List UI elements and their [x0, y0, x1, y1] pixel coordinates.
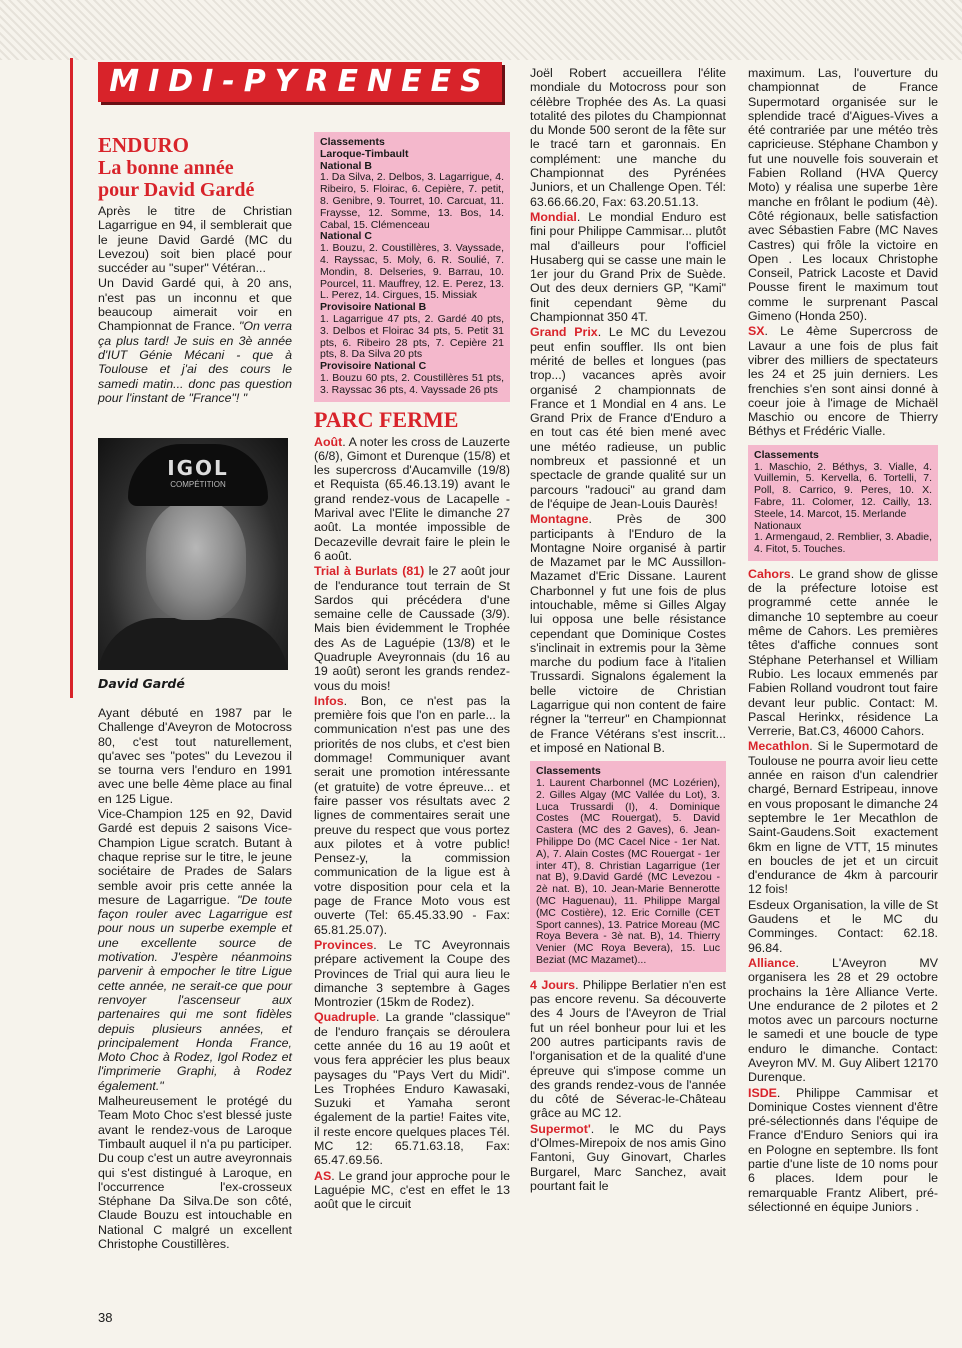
paragraph: Ayant débuté en 1987 par le Challenge d'Aveyron de Motocross 80, c'est tout naturellement, qu'avec ses "potes" du Levezou il se tourna vers l'enduro en 1991 avec une belle 4ème place au final en 125 Ligue.: [98, 706, 292, 806]
text: . le MC du Pays d'Olmes-Mirepoix de nos amis Gino Fantoni, Guy Ginovart, Charles Burgarel, Marc Sanchez, avait pourtant fait le: [530, 1121, 726, 1193]
box-title: Classements: [754, 448, 819, 461]
article-title: [98, 157, 292, 201]
paragraph: [748, 1086, 938, 1215]
article-kicker: ENDURO: [98, 133, 190, 157]
paragraph: [530, 1122, 726, 1193]
photo-shirt: [98, 618, 288, 670]
paragraph: [748, 956, 938, 1085]
box-text: 1. Armengaud, 2. Remblier, 3. Abadie, 4. Fitot, 5. Touches.: [754, 531, 932, 556]
text: . Le 4ème Supercross de Lavaur a une fois de plus fait vibrer des milliers de spectateurs les 24 et 25 juin derniers. Les frenchies s'en sont ainsi donné à coeur joie à l'image de Michaël Maschio ou encore de Thierry Béthys et Frédéric Vialle.: [748, 324, 938, 439]
lead-word: Grand Prix: [530, 325, 598, 340]
text: . Près de 300 participants à l'Enduro de la Montagne Noire organisé à partir de Mazamet par le MC Aussillon-Mazamet d'Eric Dissane. Laurent Charbonnel y fut une fois de plus intouchable, même si Gilles Algay lui opposa une belle résistance cependant que Dominique Costes s'inclinait in extremis pour la 3ème marche du podium face à l'italien Trussardi. Signalons également la belle victoire de Christian Lagarrigue qui non content de faire régner la "terreur" en Championnat de France Vétérans s'est inscrit... et imposé en National B.: [530, 512, 726, 755]
cap-logo: IGOL: [167, 456, 229, 480]
text: le 27 août jour de l'endurance tout terrain de St Sardos qui précédera d'une semaine celle de Caussade (3/9). Mais bien évidemment le Trophée des As de Laguépie (13/8) et le Quadruple Aveyronnais (du 16 au 19 août) seront les grands rendez-vous du mois!: [314, 564, 510, 693]
lead-word: AS: [314, 1168, 332, 1183]
text: . A noter les cross de Lauzerte (6/8), Gimont et Durenque (15/8) et les supercross d'Aucamville (19/8) et Requista (65.46.13.19) avant le grand rendez-vous de Lacapelle -Marival avec l'Elite le dimanche 27 août. La montée impossible de Decazeville devrait faire le plein le 6 août.: [314, 434, 510, 563]
text: . Si le Supermotard de Toulouse ne pourra avoir lieu cette année en raison d'un calendrier chargé, Bernard Estripeau, innove en vous proposant le dimanche 24 septembre le 1er Mecathlon de Saint-Gaudens.Soit exactement 6km en ligne de VTT, 15 minutes en boucles de jet et un circuit d'endurance de 4km à parcourir 12 fois!: [748, 739, 938, 897]
lead-word: Cahors: [748, 566, 791, 581]
paragraph: Malheureusement le protégé du Team Moto Choc s'est blessé juste avant le rendez-vous de Laroque Timbault auquel il n'a pu participer. Du coup c'est un autre aveyronnais qui s'est distingué à Laroque, en l'occurrence l'ex-crosseux Stéphane Da Silva.De son côté, Claude Bouzu est intouchable en National C malgré un excellent Christophe Coustillères.: [98, 1094, 292, 1251]
lead-word: Provinces: [314, 937, 374, 952]
column-1-continued: [98, 706, 292, 1252]
results-box-laroque: [314, 132, 510, 402]
text: . Bon, ce n'est pas la première fois que l'on en parle... la communication n'est pas une des priorités de nos clubs, et c'est bien dommage! Communiquer avant serait une promotion intéressante (et gratuite) de votre épreuve... et faire passer vos résultats avec 2 lignes de commentaires serait une preuve du respect que vous portez aux pilotes et à votre public! Pensez-y, la commission communication de la ligue est à votre disposition pour cela et la page de France Moto vous est ouverte (Tel: 65.45.33.90 - Fax: 65.81.25.07).: [314, 693, 510, 937]
text: . La grande "classique" de l'enduro français se déroulera cette année du 16 au 19 août et vous fera apprécier les plus beaux paysages du "Pays Vert du Midi". Les Trophées Enduro Kawasaki, Suzuki et Yamaha seront également de la partie! Faites vite, il reste encore quelques places Tél. MC 12: 65.71.63.18, Fax: 65.47.69.56.: [314, 1010, 510, 1168]
paragraph: [314, 435, 510, 564]
results-box-montagne: [530, 761, 726, 972]
box-text: 1. Da Silva, 2. Delbos, 3. Lagarrigue, 4. Ribeiro, 5. Floirac, 6. Cepière, 7. petit, 8. Genibre, 9. Tourret, 10. Carcuat, 11. Fraysse, 12. Somme, 13. Bos, 14. Cabal, 15. Clémenceau: [320, 171, 504, 231]
lead-word: 4 Jours: [530, 977, 576, 992]
paragraph: maximum. Las, l'ouverture du championnat de France Supermotard organisée sur le splendide tracé d'Aigues-Vives a été contrariée par une météo très capricieuse. Stéphane Chambon y fut une nouvelle fois souverain et Fabien Rolland (HVA Quercy Moto) y réalisa une superbe 1ère manche en frôlant le podium (4è). Côté régionaux, belle satisfaction avec Sébastien Fabre (MC Naves Castres) qui frôle la victoire en Open . Les locaux Christophe Conseil, Patrick Lacoste et David Pousse firent le maximum tout comme le surprenant Pascal Gimeno (Honda 250).: [748, 66, 938, 324]
red-rule: [70, 58, 73, 698]
text: . Le TC Aveyronnais prépare activement la Coupe des Provinces de Trial qui aura lieu le dimanche 3 septembre à Gages Montrozier (15km de Rodez).: [314, 937, 510, 1010]
lead-word: Mecathlon: [748, 739, 810, 754]
paragraph: [530, 210, 726, 324]
column-3: [530, 66, 726, 1194]
lead-word: Quadruple: [314, 1010, 376, 1025]
paragraph: [98, 276, 292, 405]
article-title-line1: La bonne année: [98, 157, 234, 179]
paragraph: [314, 1169, 510, 1212]
paragraph: [314, 694, 510, 937]
article-title-line2: pour David Gardé: [98, 179, 255, 201]
quote: "De toute façon rouler avec Lagarrigue est pour nous un superbe exemple et une excellente source de motivation. J'espère néanmoins parvenir à empocher le titre Ligue cette année, ne serait-ce que pour renvoyer l'ascenseur aux partenaires qui me sont fidèles depuis plusieurs années, et principalement Honda France, Moto Choc à Rodez, Igol Rodez et l'imprimerie Graphi, à Rodez également.": [98, 892, 292, 1093]
paragraph: [748, 739, 938, 896]
text: . Le grand show de glisse de la préfecture lotoise est programmé cette année le dimanche 10 septembre au coeur même de Cahors. Les premières têtes d'affiche connues sont Stéphane Peterhansel et William Rubio. Les locaux emmenés par Fabien Rolland voudront tout faire devant leur public. Contact: M. Pascal Herinkx, résidence La Verrerie, Bat.C3, 46000 Cahors.: [748, 566, 938, 739]
text: Vice-Champion 125 en 92, David Gardé est depuis 2 saisons Vice-Champion Ligue scratch. Butant à chaque reprise sur le titre, le jeune sociétaire de Prades de Salars semble avoir pris cette année la mesure de Lagarrigue.: [98, 807, 292, 907]
paragraph: [748, 567, 938, 739]
box-text: 1. Laurent Charbonnel (MC Lozérien), 2. Gilles Algay (MC Vallée du Lot), 3. Luca Trussardi (I), 4. Dominique Costes (MC Rouergat), 5. David Castera (MC des 2 Gaves), 6. Jean-Philippe Do (MC Cacel Nice - 1er Nat. A), 7. Alain Costes (MC Rouergat - 1er inter 4T), 8. Christian Lagarrigue (1er nat B), 9.David Gardé (MC Levezou - 2è nat. B), 10. Jean-Marie Bennerotte (MC Haguenau), 11. Philippe Margal (MC Costière), 12. Eric Cornille (CET Sport cannes), 13. Patrice Moreau (MC Roya Bevera - 3è nat. B), 14. Thierry Venier (MC Roya Bevera), 15. Luc Beziat (MC Mazamet)...: [536, 777, 720, 966]
box-text: 1. Bouzu, 2. Coustillères, 3. Vayssade, 4. Rayssac, 5. Moly, 6. R. Soulié, 7. Mondin, 8. Delseries, 9. Barrau, 10. Pourcel, 11. Mauffrey, 12. E. Perez, 13. L. Perez, 14. Cirgues, 15. Missiak: [320, 242, 504, 302]
text: . Le grand jour approche pour le Laguépie MC, c'est en effet le 13 août que le circuit: [314, 1168, 510, 1212]
text: . Le MC du Levezou peut enfin souffler. Ils ont bien mérité de belles et longues (pas trop...) vacances après avoir organisé 2 championnats de France et 1 Mondial en 4 ans. Le Grand Prix de France d'Enduro a en tout cas été bien mené avec une météo radieuse, un public nombreux et passionné et un spectacle de grande qualité sur un parcours "radouci" au grand dam de l'équipe de Jean-Louis Daurès!: [530, 325, 726, 511]
lead-word: Infos: [314, 693, 344, 708]
paragraph: [314, 1010, 510, 1167]
box-title: Classements: [536, 765, 601, 778]
paragraph: [98, 807, 292, 1093]
box-heading: National B: [320, 159, 372, 172]
page-number: 38: [98, 1310, 113, 1325]
parc-ferme-title: PARC FERME: [314, 406, 459, 432]
text: Un David Gardé qui, à 20 ans, n'est pas un inconnu et que beaucoup aimerait voir en Championnat de France.: [98, 276, 292, 334]
box-heading: National C: [320, 230, 372, 243]
text: . Philippe Cammisar et Dominique Costes viennent d'être pré-sélectionnés dans l'équipe de France d'Enduro Seniors qui ira en Pologne en septembre. Ils font partie d'une liste de 10 noms pour 6 places. Idem pour le remarquable Frantz Alibert, pré-sélectionné en équipe Juniors .: [748, 1085, 938, 1214]
text: . Le mondial Enduro est fini pour Philippe Cammisar... plutôt mal d'ailleurs pour l'officiel Husaberg qui se casse une main le 1er jour du Grand Prix de Suède. Out des deux derniers GP, "Kami" finit cependant 9ème du Championnat 350 4T.: [530, 209, 726, 325]
box-heading: Provisoire National B: [320, 301, 427, 314]
column-2: [314, 132, 510, 1213]
lead-word: Montagne: [530, 512, 589, 527]
lead-word: Alliance: [748, 955, 796, 970]
lead-word: Août: [314, 434, 343, 449]
box-text: 1. Maschio, 2. Béthys, 3. Vialle, 4. Vuillemin, 5. Kervella, 6. Tortelli, 7. Poll, 8. Carrico, 9. Peres, 10. X. Fabre, 11. Colomer, 12. Cailly, 13. Steele, 14. Marcot, 15. Merlande: [754, 460, 932, 520]
text: . L'Aveyron MV organisera les 28 et 29 octobre prochains la 1ère Alliance Verte. Une endurance de 2 pilotes et 2 motos avec un parcours nocturne le samedi et une boucle de type enduro le dimanche. Contact: Aveyron MV. M. Guy Alibert 12170 Durenque.: [748, 955, 938, 1085]
paragraph: Esdeux Organisation, la ville de St Gaudens et le MC du Comminges. Contact: 62.18. 96.84.: [748, 897, 938, 955]
lead-word: Supermot': [530, 1121, 591, 1136]
lead-word: Mondial: [530, 209, 577, 224]
paragraph: [530, 978, 726, 1121]
photo-face: [146, 500, 246, 620]
quote: "On verra ça plus tard! Je suis en 3è année d'IUT Génie Mécani - que à Toulouse et j'ai des cours le samedi matin... donc pas question pour l'instant de "France"! ": [98, 319, 292, 405]
box-heading: Provisoire National C: [320, 360, 427, 373]
paragraph: Joël Robert accueillera l'élite mondiale du Motocross pour son célèbre Trophée des As. La quasi totalité des pilotes du Championnat du Monde 500 seront de la fête sur le tracé tarn et garonnais. En complément: une manche du Championnat des Pyrénées Juniors, et un Challenge Open. Tél: 63.66.66.20, Fax: 63.20.51.13.: [530, 66, 726, 209]
page-texture: [0, 0, 962, 60]
box-subtitle: Nationaux: [754, 519, 802, 532]
portrait-photo: [98, 438, 288, 670]
photo-caption: David Gardé: [98, 676, 185, 691]
column-4: [748, 66, 938, 1215]
cap-logo-sub: COMPÉTITION: [170, 480, 226, 489]
box-text: 1. Bouzu 60 pts, 2. Coustillères 51 pts, 3. Rayssac 36 pts, 4. Vayssade 26 pts: [320, 371, 504, 396]
paragraph: [530, 512, 726, 755]
box-text: 1. Lagarrigue 47 pts, 2. Gardé 40 pts, 3. Delbos et Floirac 34 pts, 5. Petit 31 pts, 6. Ribeiro 28 pts, 7. Cepière 21 pts, 8. Da Silva 20 pts: [320, 312, 504, 361]
paragraph: Après le titre de Christian Lagarrigue en 94, il semblerait que le jeune David Gardé (MC du Levezou) soit bien placé pour succéder au "super" Vétéran...: [98, 204, 292, 276]
lead-word: SX: [748, 324, 765, 339]
lead-word: ISDE: [748, 1085, 777, 1100]
paragraph: [530, 325, 726, 511]
column-1: [98, 134, 292, 406]
box-subtitle: Laroque-Timbault: [320, 147, 409, 160]
results-box-supercross: [748, 445, 938, 561]
paragraph: [748, 324, 938, 438]
paragraph: [314, 938, 510, 1009]
lead-word: Trial à Burlats (81): [314, 564, 425, 579]
paragraph: [314, 564, 510, 693]
section-banner: MIDI-PYRENEES: [98, 62, 502, 102]
box-title: Classements: [320, 136, 385, 148]
text: . Philippe Berlatier n'en est pas encore revenu. Sa découverte des 4 Jours de l'Aveyron de Trial fut un réel bonheur pour lui et les 200 autres participants ravis de l'organisation et de la qualité d'une épreuve qui s'impose comme un des grands rendez-vous de l'année du côté de Séverac-le-Château grâce au MC 12.: [530, 977, 726, 1121]
